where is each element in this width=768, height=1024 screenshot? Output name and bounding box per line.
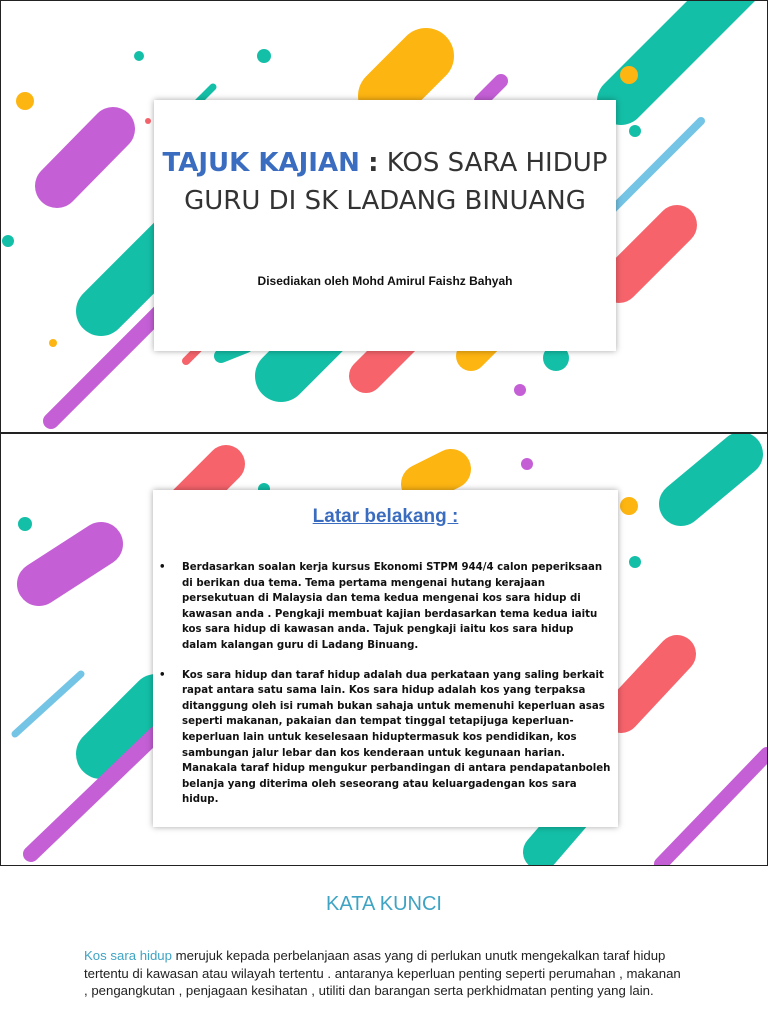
purple-pill-shape xyxy=(57,129,113,186)
orange-pill-shape xyxy=(386,56,426,96)
teal-pill-shape xyxy=(681,454,741,504)
purple-pill-shape xyxy=(39,544,101,584)
teal-dot-shape xyxy=(629,125,641,137)
sky-stripe-shape xyxy=(15,674,81,734)
teal-dot-shape xyxy=(134,51,144,61)
orange-dot-shape xyxy=(16,92,34,110)
definition-text: merujuk kepada perbelanjaan asas yang di perlukan unutk mengekalkan taraf hidup tertentu di kawasan atau wilayah tertentu . antaranya keperluan penting seperti perumahan , makanan , pengangkutan , penjagaan kesihatan , utiliti dan barangan serta perkhidmatan penting yang lain. xyxy=(84,948,681,998)
purple-dot-shape xyxy=(521,458,533,470)
orange-dot-shape xyxy=(49,339,57,347)
bullet-list xyxy=(157,560,611,822)
keyword-term: Kos sara hidup xyxy=(84,948,172,963)
teal-dot-shape xyxy=(629,556,641,568)
purple-stripe-shape xyxy=(661,754,767,864)
title-text: KOS SARA HIDUP GURU DI SK LADANG BINUANG xyxy=(184,148,608,216)
teal-dot-shape xyxy=(257,49,271,63)
author-line: Disediakan oleh Mohd Amirul Faishz Bahyah xyxy=(257,274,513,288)
content-card xyxy=(153,490,618,827)
list-item xyxy=(157,668,611,808)
keyword-heading: KATA KUNCI xyxy=(326,893,442,915)
paragraph-text: Berdasarkan soalan kerja kursus Ekonomi STPM 944/4 calon peperiksaan di berikan dua tema. Tema pertama mengenai hutang kerajaan persekutuan di Malaysia dan tema kedua mengenai kos sara hidup di kawasan anda . Pengkaji membuat kajian berdasarkan tema kedua iaitu kos sara hidup di kawasan anda. Tajuk pengkaji iaitu kos sara hidup dalam kalangan guru di Ladang Binuang. xyxy=(182,562,603,651)
coral-dot-shape xyxy=(145,118,151,124)
bullet-icon: • xyxy=(159,669,166,681)
coral-pill-shape xyxy=(621,654,677,714)
list-item xyxy=(157,560,611,654)
teal-dot-shape xyxy=(18,517,32,531)
sky-stripe-shape xyxy=(611,121,701,211)
purple-stripe-shape xyxy=(481,81,501,101)
teal-pill-shape xyxy=(621,1,741,101)
title-keyword: TAJUK KAJIAN xyxy=(162,148,360,178)
orange-dot-shape xyxy=(620,497,638,515)
title-card xyxy=(154,100,616,351)
orange-pill-shape xyxy=(421,469,451,484)
teal-dot-shape xyxy=(2,235,14,247)
title-colon: : xyxy=(368,148,379,178)
study-title xyxy=(154,144,616,220)
orange-dot-shape xyxy=(620,66,638,84)
purple-dot-shape xyxy=(514,384,526,396)
title-slide xyxy=(0,0,768,433)
section-heading: Latar belakang : xyxy=(312,506,459,527)
bullet-icon: • xyxy=(159,562,166,573)
paragraph-text: Kos sara hidup dan taraf hidup adalah dua perkataan yang saling berkait rapat antara satu sama lain. Kos sara hidup adalah kos yang terpaksa ditanggung oleh isi rumah bukan sahaja untuk memenuhi keperluan asas seperti makanan, pakaian dan tempat tinggal tetapijuga keperluan-keperluan lain untuk keselesaan hiduptermasuk kos pendidikan, kos sambungan jalur lebar dan kos kenderaan untuk kegunaan harian. Manakala taraf hidup mengukur perbandingan di antara pendapatanboleh belanja yang diterima oleh seseorang atau keluargadengan kos sara hidup. xyxy=(182,669,611,806)
background-slide xyxy=(0,433,768,866)
coral-pill-shape xyxy=(619,225,677,283)
keyword-definition xyxy=(84,947,684,1000)
